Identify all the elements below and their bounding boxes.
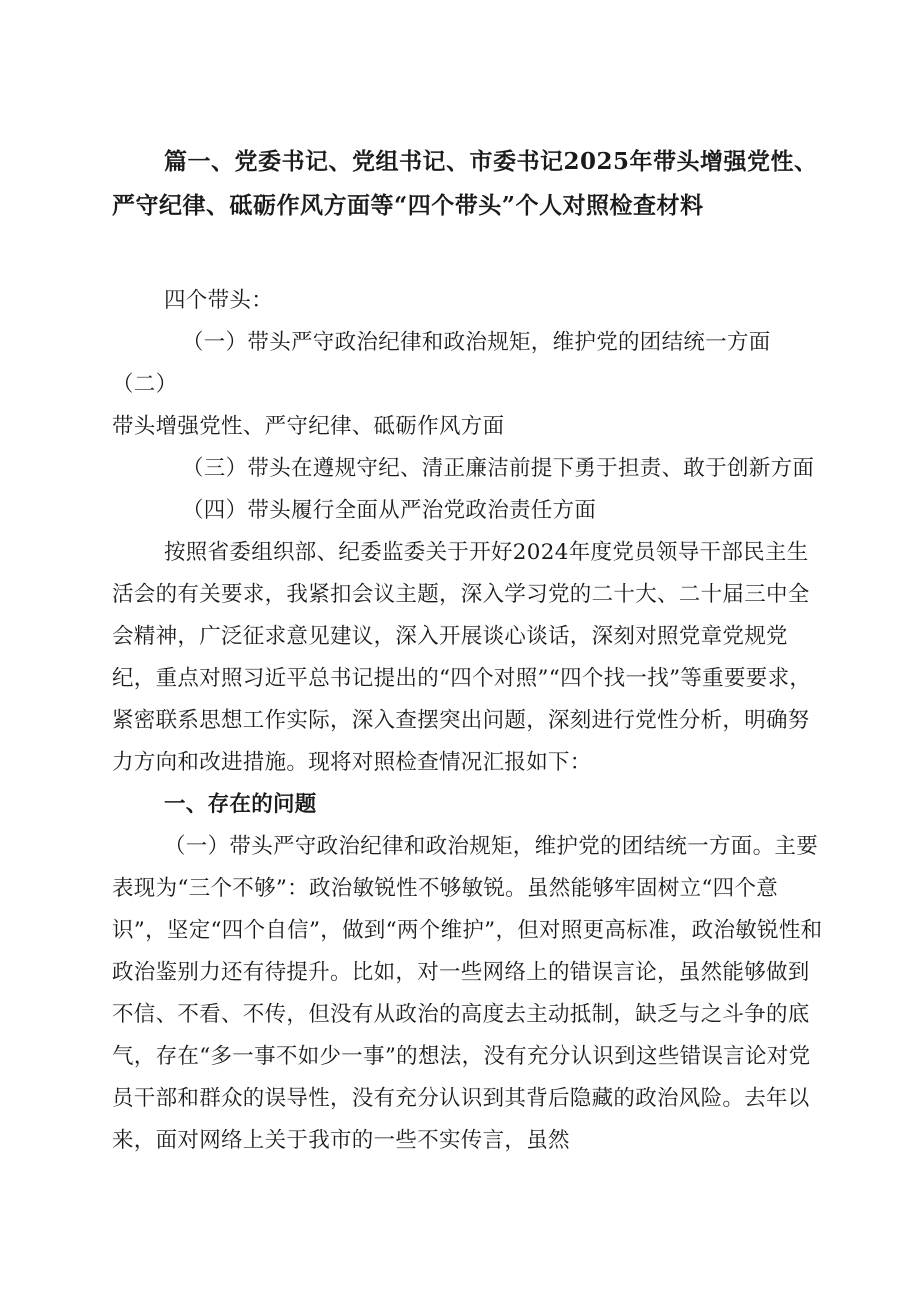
four-heads-item-3: （三）带头在遵规守纪、清正廉洁前提下勇于担责、敢于创新方面 [182, 456, 815, 481]
four-heads-item-1: （一）带头严守政治纪律和政治规矩，维护党的团结统一方面（二） [112, 330, 771, 397]
four-heads-label: 四个带头： [164, 288, 274, 313]
document-title: 篇一、党委书记、党组书记、市委书记2025年带头增强党性、严守纪律、砥砺作风方面等“四个带头”个人对照检查材料 [112, 148, 818, 219]
four-heads-item-2: 带头增强党性、严守纪律、砥砺作风方面 [112, 414, 505, 439]
four-heads-item-4: （四）带头履行全面从严治党政治责任方面 [182, 498, 597, 523]
section-paragraph: （一）带头严守政治纪律和政治规矩，维护党的团结统一方面。主要表现为“三个不够”：政治敏锐性不够敏锐。虽然能够牢固树立“四个意识”，坚定“四个自信”，做到“两个维护”，但对照更高标准，政治敏锐性和政治鉴别力还有待提升。比如，对一些网络上的错误言论，虽然能够做到不信、不看、不传，但没有从政治的高度去主动抵制，缺乏与之斗争的底气，存在“多一事不如少一事”的想法，没有充分认识到这些错误言论对党员干部和群众的误导性，没有充分认识到其背后隐藏的政治风险。去年以来，面对网络上关于我市的一些不实传言，虽然 [112, 834, 823, 1153]
document-body [112, 280, 824, 1162]
section-heading-problems: 一、存在的问题 [164, 792, 317, 817]
intro-paragraph: 按照省委组织部、纪委监委关于开好2024年度党员领导干部民主生活会的有关要求，我紧扣会议主题，深入学习党的二十大、二十届三中全会精神，广泛征求意见建议，深入开展谈心谈话，深刻对照党章党规党纪，重点对照习近平总书记提出的“四个对照”“四个找一找”等重要要求，紧密联系思想工作实际，深入查摆突出问题，深刻进行党性分析，明确努力方向和改进措施。现将对照检查情况汇报如下： [112, 540, 812, 775]
